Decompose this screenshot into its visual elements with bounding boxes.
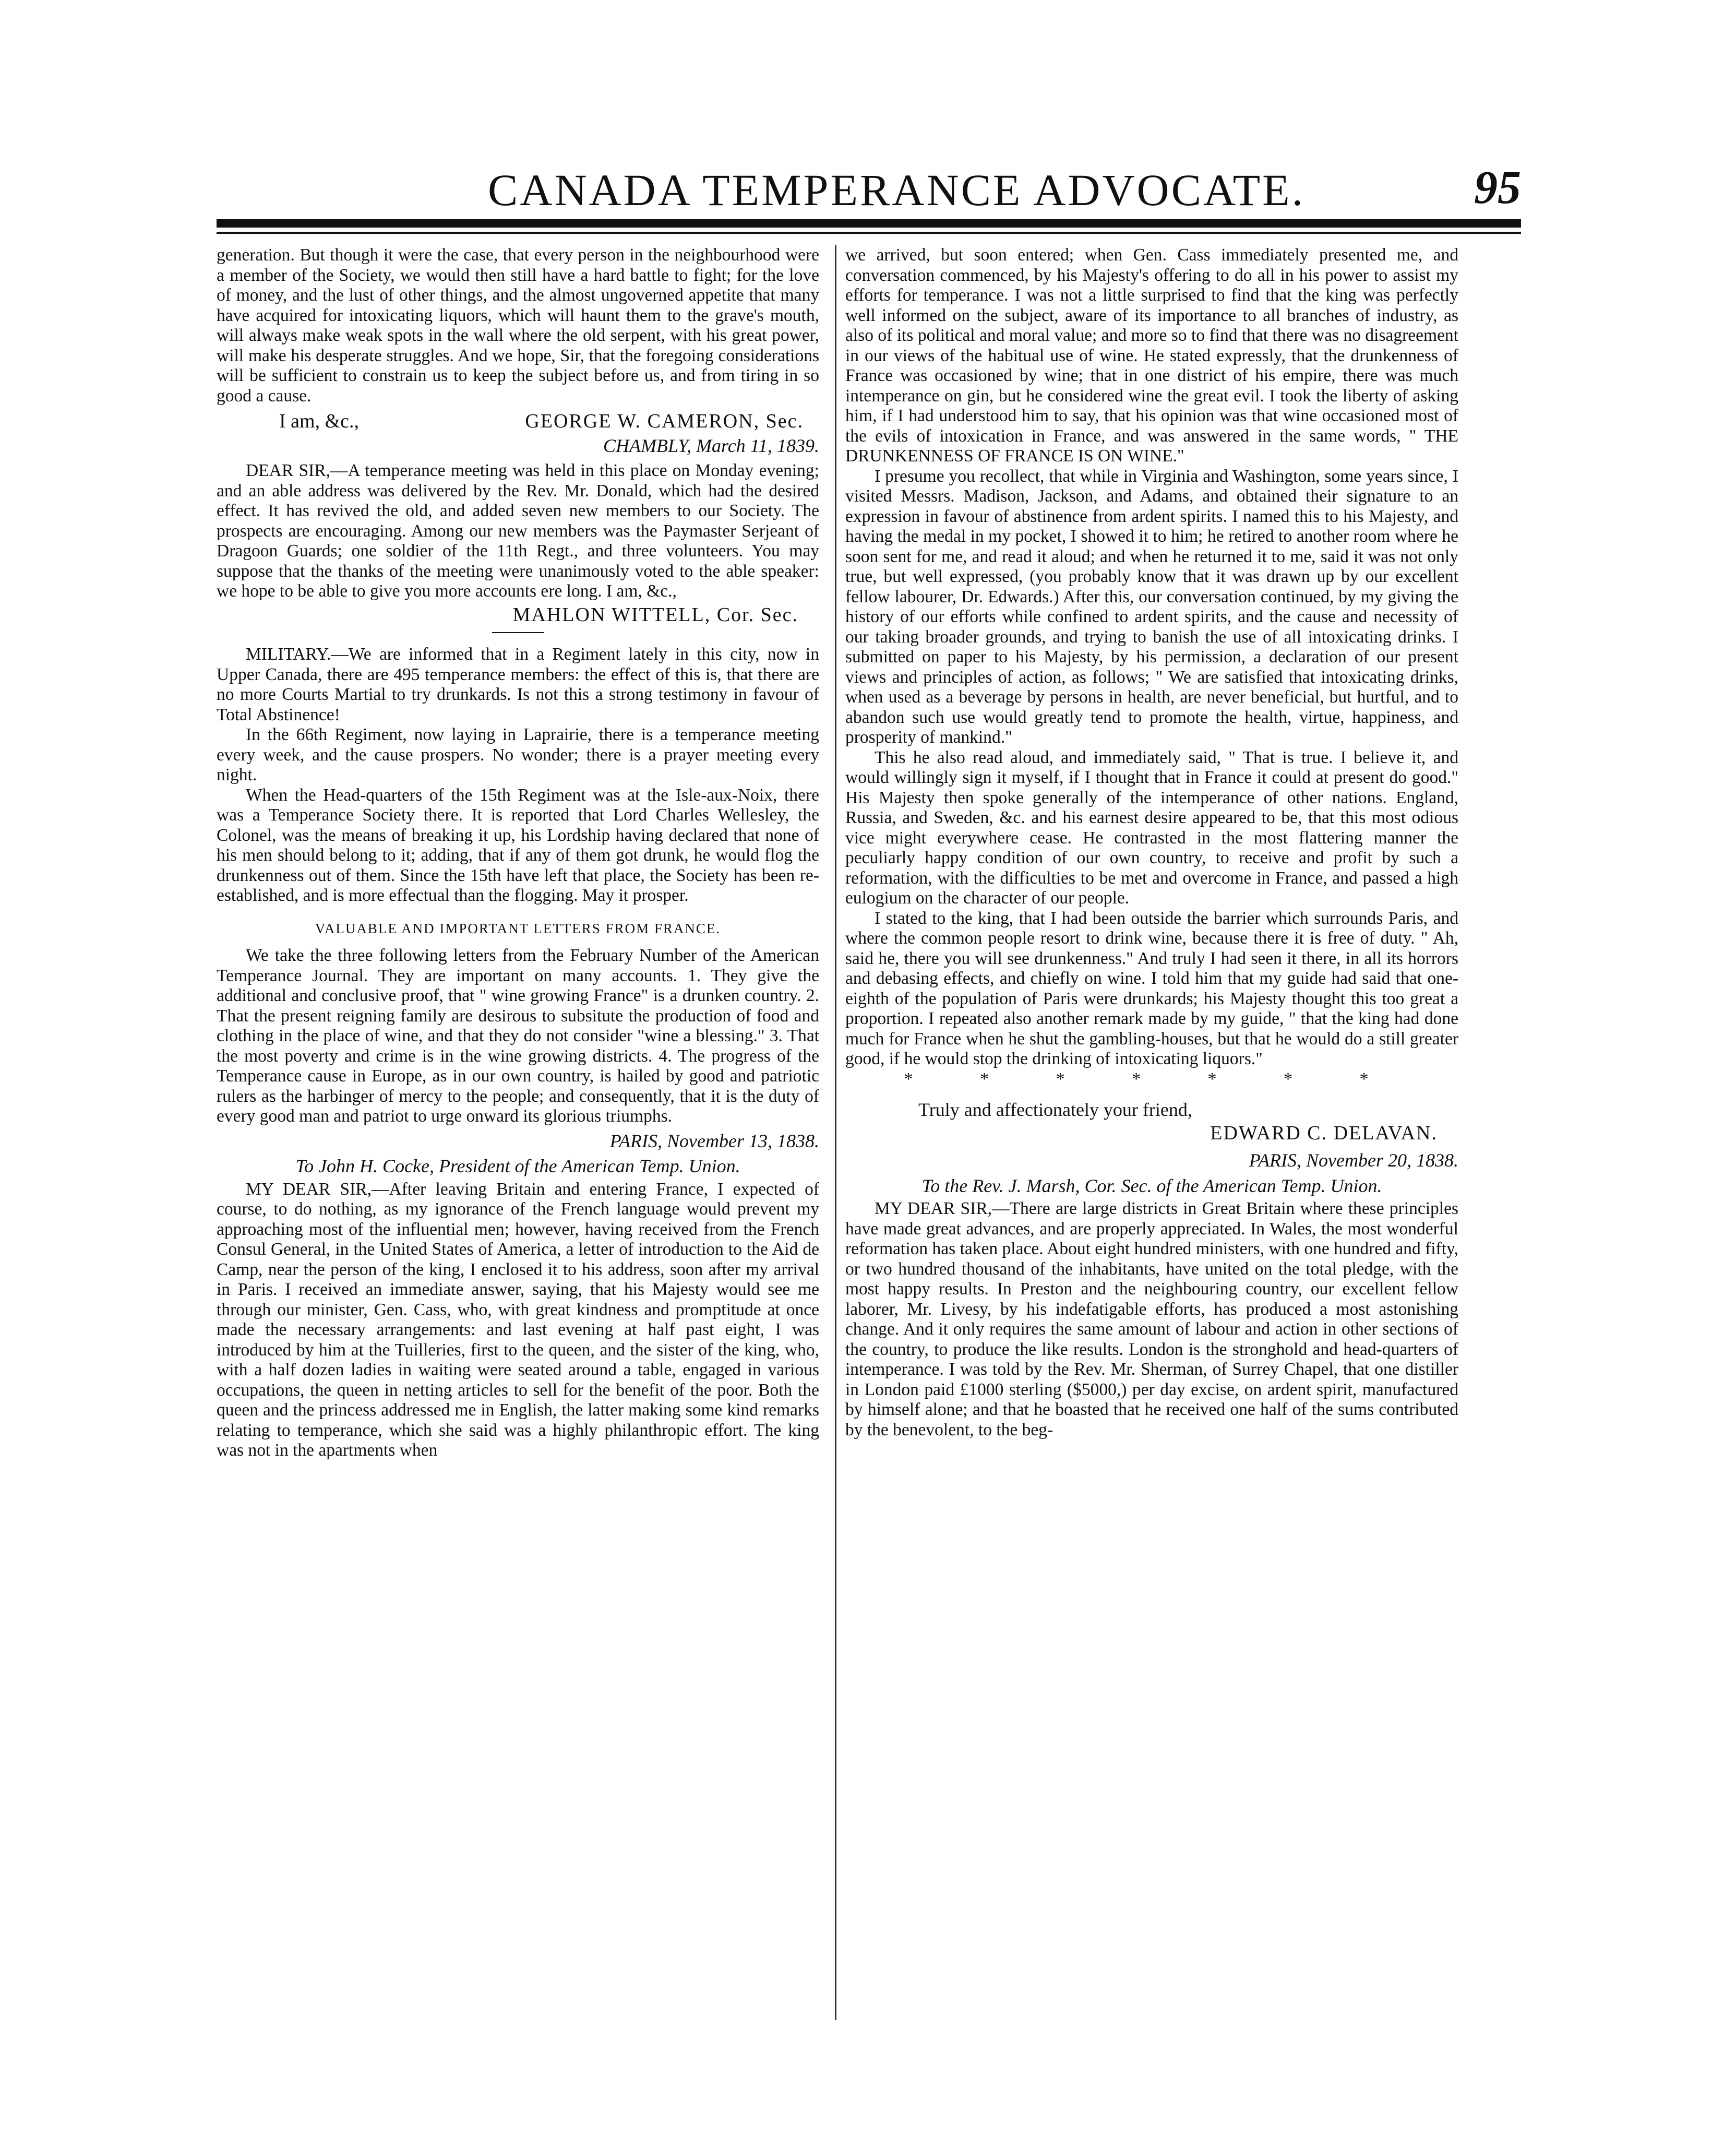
paragraph: we arrived, but soon entered; when Gen. Cass immediately presented me, and conversation commenced, by his Majesty's offering to do all in his power to assist my efforts for temperance. I was not a little surprised to find that the king was perfectly well informed on the subject, aware of its importance to all branches of industry, as also of its political and moral value; and more so to find that there was no disagreement in our views of the habitual use of wine. He stated expressly, that the drunkenness of France was occasioned by wine; that in one district of his empire, there was much intemperance on gin, but he considered wine the great evil. I took the liberty of asking him, if I had understood him to say, that his opinion was that wine occasioned most of the evils of intoxication in France, and was answered in the same words, " THE DRUNKENNESS OF FRANCE IS ON WINE." bbox=[845, 245, 1458, 466]
newspaper-title: CANADA TEMPERANCE ADVOCATE. bbox=[488, 165, 1306, 215]
paragraph: This he also read aloud, and immediately said, " That is true. I believe it, and would willingly sign it myself, if I thought that in France it could at present do good." His Majesty then spoke generally of the intemperance of other nations. England, Russia, and Sweden, &c. and his earnest desire appeared to be, that this most odious vice might everywhere cease. He contrasted in the most flattering manner the peculiarly happy condition of our own country, to receive and profit by such a reformation, with the difficulties to be met and overcome in France, and passed a high eulogium on the character of our people. bbox=[845, 747, 1458, 908]
page-number: 95 bbox=[1474, 162, 1521, 213]
dateline: PARIS, November 20, 1838. bbox=[1249, 1150, 1458, 1171]
dateline: CHAMBLY, March 11, 1839. bbox=[603, 435, 819, 456]
paragraph: When the Head-quarters of the 15th Regiment was at the Isle-aux-Noix, there was a Temperance Society there. It is reported that Lord Charles Wellesley, the Colonel, was the means of breaking it up, his Lordship having declared that none of his men should belong to it; adding, that if any of them got drunk, he would flog the drunkenness out of them. Since the 15th have left that place, the Society has been re-established, and is more effectual than the flogging. May it prosper. bbox=[217, 785, 819, 905]
paragraph: MY DEAR SIR,—After leaving Britain and entering France, I expected of course, to do nothing, as my ignorance of the French language would prevent my approaching most of the influential men; however, having received from the French Consul General, in the United States of America, a letter of introduction to the Aid de Camp, near the person of the king, I enclosed it to his address, soon after my arrival in Paris. I received an immediate answer, saying, that his Majesty would see me through our minister, Gen. Cass, who, with great kindness and promptitude at once made the necessary arrangements: and last evening at half past eight, I was introduced by him at the Tuilleries, first to the queen, and the sister of the king, who, with a half dozen ladies in waiting were seated around a table, engaged in various occupations, the queen in netting articles to sell for the benefit of the poor. Both the queen and the princess addressed me in English, the latter making some kind remarks relating to temperance, which she said was a highly philanthropic effort. The king was not in the apartments when bbox=[217, 1179, 819, 1460]
paragraph: We take the three following letters from the February Number of the American Temperance Journal. They are important on many accounts. 1. They give the additional and conclusive proof, that " wine growing France" is a drunken country. 2. That the present reigning family are desirous to subsitute the production of food and clothing in the place of wine, and that they do not consider "wine a blessing." 3. That the most poverty and crime is in the wine growing districts. 4. The progress of the Temperance cause in Europe, as in our own country, is hailed by good and patriotic rulers as the harbinger of mercy to the people; and consequently, that it is the duty of every good man and patriot to urge onward its glorious triumphs. bbox=[217, 946, 819, 1126]
paragraph: I presume you recollect, that while in Virginia and Washington, some years since, I visited Messrs. Madison, Jackson, and Adams, and obtained their signature to an expression in favour of abstinence from ardent spirits. I named this to his Majesty, and having the medal in my pocket, I showed it to him; he retired to another room where he soon sent for me, and read it aloud; and when he returned it to me, said it was not only true, but well expressed, (you probably know that it was drawn up by our excellent fellow labourer, Dr. Edwards.) After this, our conversation continued, by my giving the history of our efforts while confined to ardent spirits, and the cause and necessity of our taking broader grounds, and trying to banish the use of all intoxicating drinks. I submitted on paper to his Majesty, by his permission, a declaration of our present views and principles of action, as follows; " We are satisfied that intoxicating drinks, when used as a beverage by persons in health, are never beneficial, but hurtful, and to abandon such use would greatly tend to promote the health, virtue, happiness, and prosperity of mankind." bbox=[845, 466, 1458, 747]
paragraph: In the 66th Regiment, now laying in Laprairie, there is a temperance meeting every week, and the cause prospers. No wonder; there is a prayer meeting every night. bbox=[217, 725, 819, 784]
valediction: I am, &c., bbox=[279, 410, 360, 432]
closing-line: Truly and affectionately your friend, bbox=[918, 1099, 1192, 1120]
column-separator bbox=[835, 245, 836, 2020]
asterism: * * * * * * * bbox=[904, 1069, 1400, 1089]
paragraph: MILITARY.—We are informed that in a Regiment lately in this city, now in Upper Canada, there are 495 temperance members: the effect of this is, that there are no more Courts Martial to try drunkards. Is not this a strong testimony in favour of Total Abstinence! bbox=[217, 645, 819, 724]
signature-name: GEORGE W. CAMERON, Sec. bbox=[525, 410, 804, 432]
section-rule bbox=[492, 632, 544, 633]
right-column bbox=[845, 245, 1458, 1440]
masthead bbox=[217, 157, 1521, 214]
paragraph: I stated to the king, that I had been outside the barrier which surrounds Paris, and where the common people resort to drink wine, because there it is free of duty. " Ah, said he, there you will see drunkenness." And truly I had seen it there, in all its horrors and debasing effects, and chiefly on wine. I told him that my guide had said that one-eighth of the population of Paris were drunkards; his Majesty thought this too great a proportion. I repeated also another remark made by my guide, " that the king had done much for France when he shut the gambling-houses, but that he would do a still greater good, if he would stop the drinking of intoxicating liquors." bbox=[845, 908, 1458, 1068]
addressee: To John H. Cocke, President of the American Temp. Union. bbox=[295, 1156, 740, 1176]
signature-line bbox=[217, 411, 819, 432]
paragraph: generation. But though it were the case, that every person in the neighbourhood were a member of the Society, we would then still have a hard battle to fight; for the love of money, and the lust of other things, and the almost ungoverned appetite that many have acquired for intoxicating liquors, which will haunt them to the grave's mouth, will always make weak spots in the wall where the old serpent, with his great power, will make his desperate struggles. And we hope, Sir, that the foregoing considerations will be sufficient to constrain us to keep the subject before us, and from tiring in so good a cause. bbox=[217, 245, 819, 406]
addressee: To the Rev. J. Marsh, Cor. Sec. of the American Temp. Union. bbox=[921, 1175, 1382, 1196]
paragraph: DEAR SIR,—A temperance meeting was held in this place on Monday evening; and an able address was delivered by the Rev. Mr. Donald, which had the desired effect. It has revived the old, and added seven new members to our Society. The prospects are encouraging. Among our new members was the Paymaster Serjeant of Dragoon Guards; one soldier of the 11th Regt., and three volunteers. You may suppose that the thanks of the meeting were unanimously voted to the able speaker: we hope to be able to give you more accounts ere long. I am, &c., bbox=[217, 461, 819, 601]
section-heading: VALUABLE AND IMPORTANT LETTERS FROM FRANCE. bbox=[315, 920, 721, 936]
header-rule-thick bbox=[217, 219, 1521, 228]
dateline: PARIS, November 13, 1838. bbox=[609, 1130, 819, 1151]
left-column bbox=[217, 245, 819, 1461]
header-rule-thin bbox=[217, 232, 1521, 234]
paragraph: MY DEAR SIR,—There are large districts in Great Britain where these principles have made great advances, and are properly appreciated. In Wales, the most wonderful reformation has taken place. About eight hundred ministers, with one hundred and fifty, or two hundred thousand of the inhabitants, have united on the total pledge, with the most happy results. In Preston and the neighbouring country, our excellent fellow laborer, Mr. Livesy, by his indefatigable efforts, has produced a most astonishing change. And it only requires the same amount of labour and action in other sections of the country, to produce the like results. London is the stronghold and head-quarters of intemperance. I was told by the Rev. Mr. Sherman, of Surrey Chapel, that one distiller in London paid £1000 sterling ($5000,) per day excise, on ardent spirit, manufactured by himself alone; and that he boasted that he received one half of the sums contributed by the benevolent, to the beg- bbox=[845, 1199, 1458, 1439]
signature-name: MAHLON WITTELL, Cor. Sec. bbox=[512, 603, 798, 626]
signature-name: EDWARD C. DELAVAN. bbox=[1210, 1122, 1438, 1144]
